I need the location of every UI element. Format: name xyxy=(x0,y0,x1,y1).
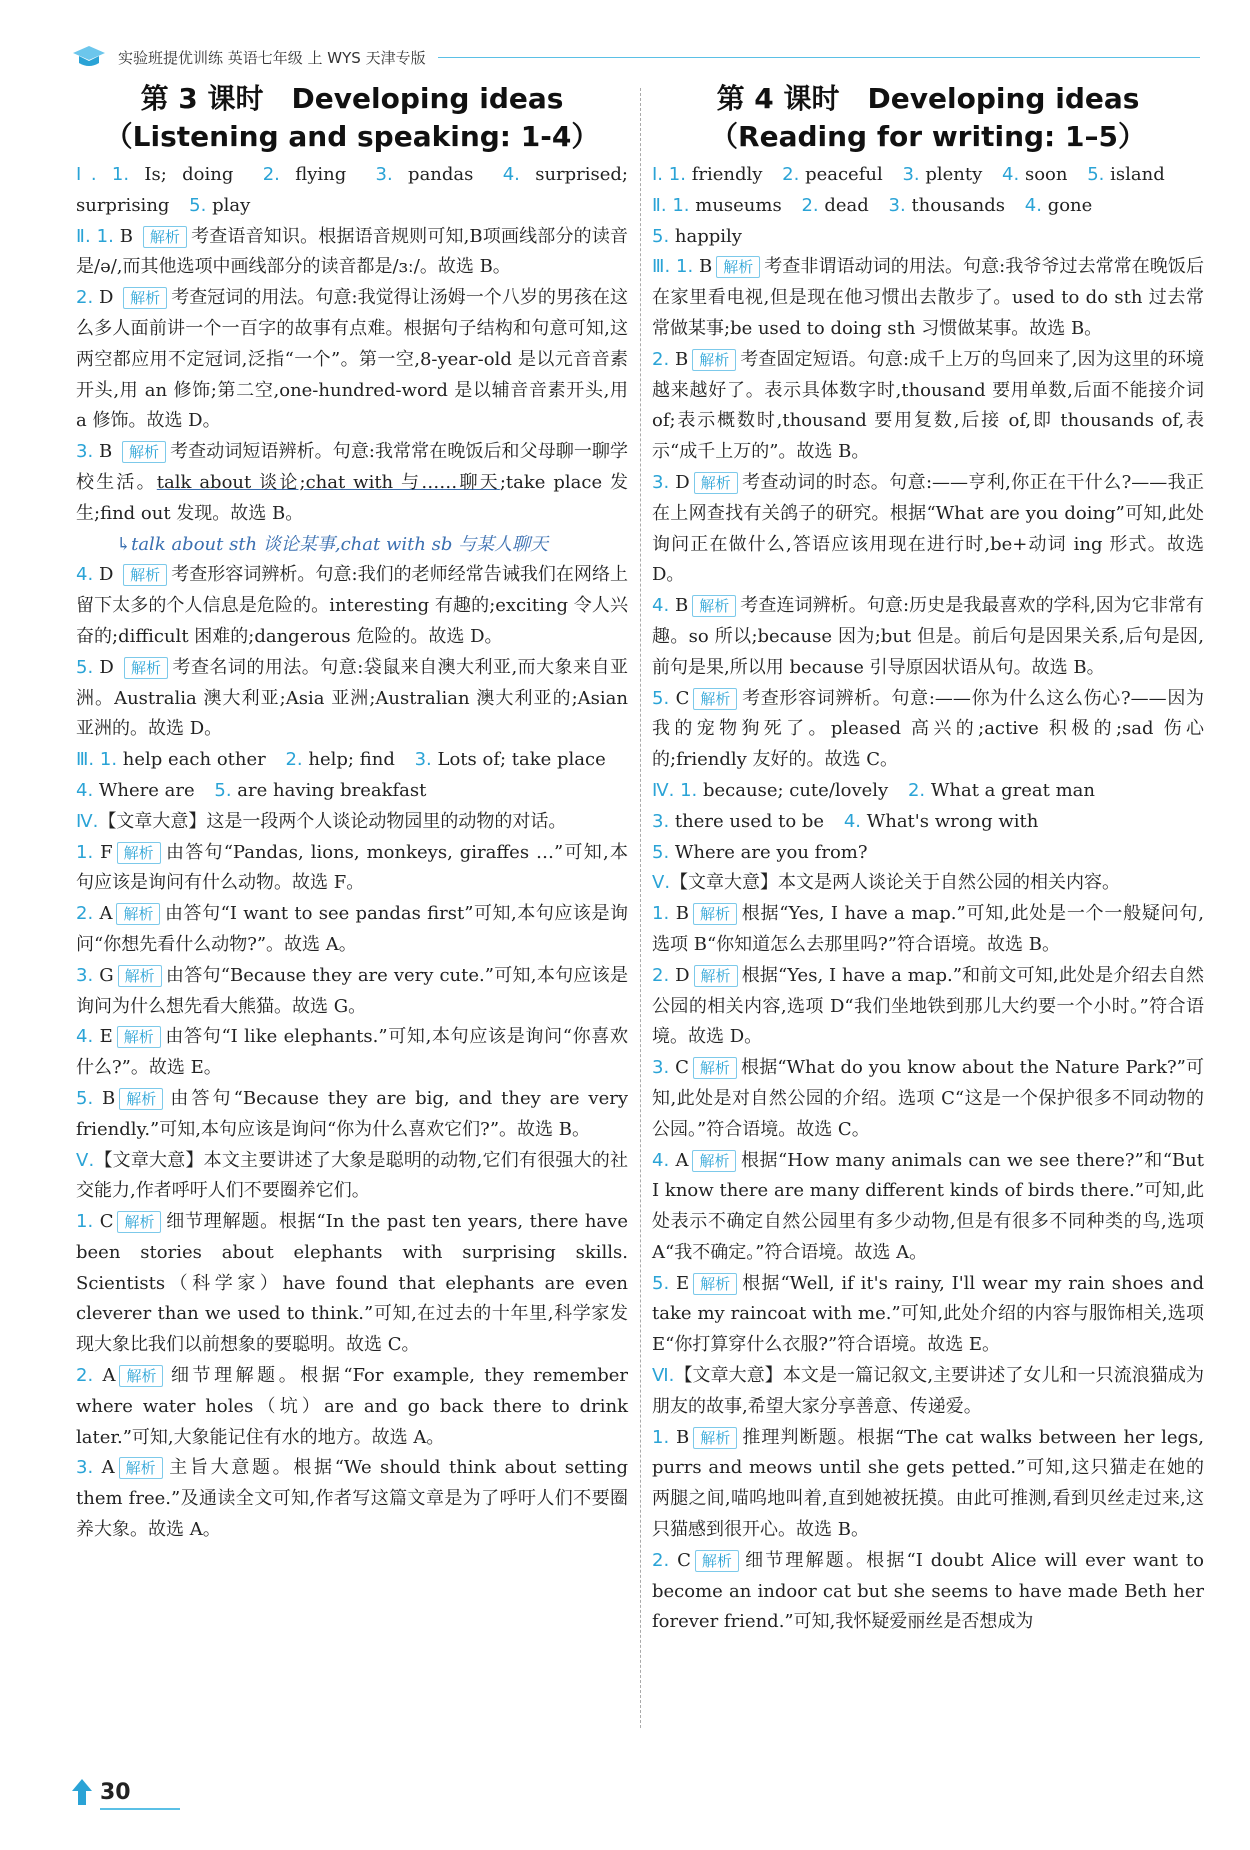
r-s5-summary xyxy=(652,868,1204,899)
answer: surprised; xyxy=(535,164,628,185)
answer: Lots of; take place xyxy=(437,749,606,771)
answer: B xyxy=(119,225,133,247)
r-s3-q2 xyxy=(652,345,1204,468)
r-s5-q4 xyxy=(652,1146,1204,1269)
section-numeral: Ⅳ. xyxy=(652,779,675,801)
explanation: 根据“What do you know about the Nature Park?”可知,此处是对自然公园的介绍。选项 C“这是一个保护很多不同动物的公园。”符合语境。故选 C。 xyxy=(652,1057,1204,1140)
left-column xyxy=(76,80,628,1546)
answer: thousands xyxy=(911,194,1006,216)
explanation: 考查非谓语动词的用法。句意:我爷爷过去常常在晚饭后在家里看电视,但是现在他习惯出去散步了。used to do sth 过去常常做某事;be used to doing sth 习惯做某事。故选 B。 xyxy=(652,256,1204,339)
lesson-4-title-line1: 第 4 课时 Developing ideas xyxy=(716,82,1140,115)
section-numeral: Ⅱ. xyxy=(652,194,667,216)
r-s3-q5 xyxy=(652,684,1204,776)
answer: gone xyxy=(1047,194,1093,216)
r-s6-summary xyxy=(652,1361,1204,1423)
answer: A xyxy=(101,1457,115,1479)
analysis-tag: 解析 xyxy=(119,1365,163,1387)
analysis-tag: 解析 xyxy=(119,1088,163,1110)
answer: island xyxy=(1110,164,1165,185)
l-s4-summary xyxy=(76,807,628,838)
r-s6-q1 xyxy=(652,1423,1204,1546)
r-section-2 xyxy=(652,191,1204,222)
item-number: 1. xyxy=(96,225,114,247)
r-s3-q4 xyxy=(652,591,1204,683)
page-number-rule xyxy=(100,1808,180,1810)
lesson-4-title-line2: （Reading for writing: 1–5） xyxy=(710,120,1146,153)
lesson-3-title xyxy=(76,80,628,156)
item-number: 4. xyxy=(502,164,520,185)
l-s4-q4 xyxy=(76,1022,628,1084)
answer: D xyxy=(99,656,114,678)
analysis-tag: 解析 xyxy=(117,842,161,864)
item-number: 2. xyxy=(262,164,280,185)
l-s2-q3 xyxy=(76,437,628,529)
answer: Where are you from? xyxy=(674,841,868,863)
item-number: 5. xyxy=(652,841,670,863)
item-number: 2. xyxy=(652,964,670,986)
item-number: 3. xyxy=(652,1057,670,1079)
l-s5-q2 xyxy=(76,1361,628,1453)
answer: G xyxy=(99,964,114,986)
answer: C xyxy=(675,687,690,709)
answer: D xyxy=(98,287,114,309)
item-number: 3. xyxy=(375,164,393,185)
item-number: 3. xyxy=(76,1457,94,1479)
answer: surprising xyxy=(76,194,170,216)
answer: A xyxy=(99,903,113,925)
note-text: talk about sth 谈论某事,chat with sb 与某人聊天 xyxy=(131,533,549,555)
item-number: 4. xyxy=(1002,164,1020,185)
answer: B xyxy=(98,441,113,463)
answer: What's wrong with xyxy=(866,810,1039,832)
r-s5-q5 xyxy=(652,1269,1204,1361)
explanation: 细节理解题。根据“For example, they remember where water holes（坑）are and go back there to drink later.”可知,大象能记住有水的地方。故选 A。 xyxy=(76,1365,628,1448)
item-number: 3. xyxy=(76,964,94,986)
analysis-tag: 解析 xyxy=(692,1150,736,1172)
answer: play xyxy=(212,194,251,216)
explanation: 由答句“Because they are big, and they are very friendly.”可知,本句应该是询问“你为什么喜欢它们?”。故选 B。 xyxy=(76,1087,628,1140)
book-logo-icon xyxy=(70,42,108,72)
lesson-3-title-line1: 第 3 课时 Developing ideas xyxy=(140,82,564,115)
explanation: 根据“Yes, I have a map.”和前文可知,此处是介绍去自然公园的相关内容,选项 D“我们坐地铁到那儿大约要一个小时。”符合语境。故选 D。 xyxy=(652,964,1204,1048)
explanation: 由答句“I want to see pandas first”可知,本句应该是询问“你想先看什么动物?”。故选 A。 xyxy=(76,903,628,955)
answer: C xyxy=(677,1549,691,1571)
section-numeral: Ⅲ. xyxy=(76,749,95,771)
l-s4-q3 xyxy=(76,961,628,1023)
answer: E xyxy=(676,1272,690,1294)
analysis-tag: 解析 xyxy=(118,965,162,987)
analysis-tag: 解析 xyxy=(143,226,187,248)
item-number: 1. xyxy=(111,164,130,185)
r-section-4a xyxy=(652,776,1204,807)
answer: F xyxy=(100,841,113,863)
page-header xyxy=(70,40,1200,74)
analysis-tag: 解析 xyxy=(693,1273,737,1295)
answer: What a great man xyxy=(930,779,1095,801)
item-number: 1. xyxy=(652,1426,670,1448)
analysis-tag: 解析 xyxy=(123,287,167,309)
explanation: 由答句“Because they are very cute.”可知,本句应该是询问为什么想先看大熊猫。故选 G。 xyxy=(76,964,628,1017)
r-s5-q2 xyxy=(652,961,1204,1053)
item-number: 4. xyxy=(843,810,861,832)
answer: museums xyxy=(695,194,782,216)
item-number: 4. xyxy=(1024,194,1042,216)
l-section-3b xyxy=(76,776,628,807)
answer: D xyxy=(98,564,114,586)
summary: 【文章大意】本文主要讲述了大象是聪明的动物,它们有很强大的社交能力,作者呼吁人们不要圈养它们。 xyxy=(76,1149,629,1202)
item-number: 2. xyxy=(652,348,670,370)
answer: there used to be xyxy=(674,810,825,832)
l-s4-q1 xyxy=(76,838,628,900)
summary: 【文章大意】本文是一篇记叙文,主要讲述了女儿和一只流浪猫成为朋友的故事,希望大家分享善意、传递爱。 xyxy=(652,1365,1204,1417)
answer: friendly xyxy=(691,164,763,185)
r-section-1 xyxy=(652,160,1204,191)
analysis-tag: 解析 xyxy=(716,256,760,278)
item-number: 4. xyxy=(652,595,670,617)
explanation: 根据“Well, if it's rainy, I'll wear my rain shoes and take my raincoat with me.”可知,此处介绍的内容与服饰相关,选项 E“你打算穿什么衣服?”符合语境。故选 E。 xyxy=(652,1272,1204,1356)
l-s2-q5 xyxy=(76,653,628,745)
section-numeral: Ⅴ. xyxy=(652,872,671,894)
r-s3-q3 xyxy=(652,468,1204,591)
item-number: 1. xyxy=(76,1211,94,1233)
item-number: 3. xyxy=(414,749,432,771)
explanation: 考查名词的用法。句意:袋鼠来自澳大利亚,而大象来自亚洲。Australia 澳大利亚;Asia 亚洲;Australian 澳大利亚的;Asian 亚洲的。故选 D。 xyxy=(76,656,628,740)
l-s5-q3 xyxy=(76,1453,628,1545)
analysis-tag: 解析 xyxy=(123,564,167,586)
section-numeral: Ⅱ. xyxy=(76,225,91,247)
item-number: 5. xyxy=(652,687,670,709)
analysis-tag: 解析 xyxy=(117,1211,161,1233)
analysis-tag: 解析 xyxy=(122,441,166,463)
arrow-up-icon xyxy=(70,1777,94,1807)
r-section-4b xyxy=(652,807,1204,838)
explanation: 考查连词辨析。句意:历史是我最喜欢的学科,因为它非常有趣。so 所以;because 因为;but 但是。前后句是因果关系,后句是因,前句是果,所以用 because 引导原因状语从句。故选 B。 xyxy=(652,595,1204,678)
analysis-tag: 解析 xyxy=(692,595,736,617)
answer: E xyxy=(99,1026,113,1048)
header-title: 实验班提优训练 英语七年级 上 WYS 天津专版 xyxy=(118,48,426,67)
analysis-tag: 解析 xyxy=(693,1057,737,1079)
item-number: 2. xyxy=(907,779,926,801)
analysis-tag: 解析 xyxy=(124,657,168,679)
l-s4-q2 xyxy=(76,899,628,961)
r-s5-q3 xyxy=(652,1053,1204,1145)
analysis-tag: 解析 xyxy=(695,1550,739,1572)
item-number: 1. xyxy=(668,164,686,185)
r-s5-q1 xyxy=(652,899,1204,961)
answer: peaceful xyxy=(805,164,883,185)
l-section-1 xyxy=(76,160,628,222)
answer: plenty xyxy=(925,164,983,185)
item-number: 1. xyxy=(652,903,670,925)
l-s5-q1 xyxy=(76,1207,628,1361)
right-column xyxy=(652,80,1204,1638)
analysis-tag: 解析 xyxy=(694,472,738,494)
item-number: 5. xyxy=(1087,164,1105,185)
item-number: 2. xyxy=(76,903,94,925)
item-number: 3. xyxy=(652,810,670,832)
explanation: 推理判断题。根据“The cat walks between her legs, purrs and meows until she gets petted.”可知,这只猫走在她的两腿之间,喵呜地叫着,直到她被抚摸。由此可推测,看到贝丝走过来,这只猫感到很开心。故选 B。 xyxy=(652,1426,1204,1541)
item-number: 1. xyxy=(680,779,698,801)
item-number: 1. xyxy=(672,194,690,216)
summary: 【文章大意】这是一段两个人谈论动物园里的动物的对话。 xyxy=(98,810,567,832)
answer: B xyxy=(676,1426,690,1448)
item-number: 4. xyxy=(76,779,94,801)
l-s2-q4 xyxy=(76,560,628,652)
item-number: 2. xyxy=(285,749,303,771)
explanation: 考查冠词的用法。句意:我觉得让汤姆一个八岁的男孩在这么多人面前讲一个一百字的故事有点难。根据句子结构和句意可知,这两空都应用不定冠词,泛指“一个”。第一空,8-year-old 是以元音音素开头,用 an 修饰;第二空,one-hundred-word 是以辅音音素开头,用 a 修饰。故选 D。 xyxy=(76,287,629,432)
item-number: 5. xyxy=(214,779,232,801)
explanation: 主旨大意题。根据“We should think about setting them free.”及通读全文可知,作者写这篇文章是为了呼吁人们不要圈养大象。故选 A。 xyxy=(76,1457,628,1541)
header-rule xyxy=(438,57,1200,58)
answer: help each other xyxy=(122,749,266,771)
page-number-badge xyxy=(70,1770,180,1814)
l-s5-summary xyxy=(76,1146,628,1208)
explanation: 由答句“I like elephants.”可知,本句应该是询问“你喜欢什么?”。故选 E。 xyxy=(76,1026,628,1079)
l-s4-q5 xyxy=(76,1084,628,1146)
analysis-tag: 解析 xyxy=(692,349,736,371)
analysis-tag: 解析 xyxy=(693,903,737,925)
item-number: 2. xyxy=(801,194,819,216)
lesson-3-title-line2: （Listening and speaking: 1-4） xyxy=(104,120,600,153)
item-number: 4. xyxy=(76,1026,94,1048)
analysis-tag: 解析 xyxy=(116,903,160,925)
item-number: 4. xyxy=(652,1149,670,1171)
handwritten-note: ↳talk about sth 谈论某事,chat with sb 与某人聊天 xyxy=(116,533,549,555)
answer: C xyxy=(675,1057,689,1079)
section-numeral: Ⅴ. xyxy=(76,1149,95,1171)
explanation: 细节理解题。根据“In the past ten years, there have been stories about elephants with surprising skills. Scientists（科学家）have found that elephants are even cleverer than we used to think.”可知,在过去的十年里,科学家发现大象比我们以前想象的要聪明。故选 C。 xyxy=(76,1211,628,1356)
explanation: 考查形容词辨析。句意:——你为什么这么伤心?——因为我的宠物狗死了。pleased 高兴的;active 积极的;sad 伤心的;friendly 友好的。故选 C。 xyxy=(652,687,1204,771)
explanation: 考查语音知识。根据语音规则可知,B项画线部分的读音是/ə/,而其他选项中画线部分的读音都是/ɜː/。故选 B。 xyxy=(76,225,628,278)
item-number: 2. xyxy=(76,1365,94,1387)
item-number: 1. xyxy=(676,256,694,278)
answer: help; find xyxy=(308,749,395,771)
explanation: 根据“How many animals can we see there?”和“But I know there are many different kinds of birds there.”可知,此处表示不确定自然公园里有多少动物,但是有很多不同种类的鸟,选项 A“我不确定。”符合语境。故选 A。 xyxy=(652,1149,1204,1263)
item-number: 3. xyxy=(902,164,920,185)
item-number: 2. xyxy=(652,1549,670,1571)
handwritten-underline: talk about 谈论;chat with 与……聊天 xyxy=(156,471,500,493)
item-number: 2. xyxy=(76,287,94,309)
item-number: 5. xyxy=(652,1272,670,1294)
answer: A xyxy=(102,1365,116,1387)
section-numeral: Ⅰ. xyxy=(652,164,664,185)
lesson-4-title xyxy=(652,80,1204,156)
section-numeral: Ⅲ. xyxy=(652,256,671,278)
analysis-tag: 解析 xyxy=(693,688,737,710)
explanation: 根据“Yes, I have a map.”可知,此处是一个一般疑问句,选项 B“你知道怎么去那里吗?”符合语境。故选 B。 xyxy=(652,903,1204,955)
item-number: 3. xyxy=(888,194,906,216)
answer: D xyxy=(675,964,690,986)
explanation: 考查固定短语。句意:成千上万的鸟回来了,因为这里的环境越来越好了。表示具体数字时,thousand 要用单数,后面不能接介词 of;表示概数时,thousand 要用复数,后接 of,即 thousands of,表示“成千上万的”。故选 B。 xyxy=(652,348,1204,463)
answer: D xyxy=(675,471,690,493)
answer: flying xyxy=(295,164,347,185)
r-section-2b xyxy=(652,222,1204,253)
item-number: 1. xyxy=(99,749,118,771)
column-divider xyxy=(640,88,641,1728)
section-numeral: Ⅵ. xyxy=(652,1365,675,1387)
item-number: 3. xyxy=(652,471,670,493)
answer: because; cute/lovely xyxy=(703,779,889,801)
section-numeral: Ⅰ. xyxy=(76,164,97,185)
answer: happily xyxy=(674,225,742,247)
answer: Is; doing xyxy=(144,164,234,185)
item-number: 5. xyxy=(189,194,207,216)
item-number: 2. xyxy=(782,164,800,185)
answer: B xyxy=(675,903,689,925)
r-s3-q1 xyxy=(652,252,1204,344)
answer: dead xyxy=(824,194,869,216)
explanation: 由答句“Pandas, lions, monkeys, giraffes …”可知,本句应该是询问有什么动物。故选 F。 xyxy=(76,841,628,894)
r-s6-q2 xyxy=(652,1546,1204,1638)
answer: B xyxy=(674,348,689,370)
item-number: 5. xyxy=(76,1087,94,1109)
answer: B xyxy=(698,256,713,278)
analysis-tag: 解析 xyxy=(117,1026,161,1048)
page-number: 30 xyxy=(100,1779,131,1805)
answer: soon xyxy=(1024,164,1068,185)
explanation: ;take place 发生;find out 发现。故选 B。 xyxy=(76,471,629,524)
answer: B xyxy=(102,1087,116,1109)
summary: 【文章大意】本文是两人谈论关于自然公园的相关内容。 xyxy=(670,872,1121,894)
explanation: 考查动词的时态。句意:——亨利,你正在干什么?——我正在上网查找有关鸽子的研究。根据“What are you doing”可知,此处询问正在做什么,答语应该用现在进行时,be+动词 ing 形式。故选 D。 xyxy=(652,471,1204,586)
section-numeral: Ⅳ. xyxy=(76,810,99,832)
analysis-tag: 解析 xyxy=(694,965,738,987)
answer: B xyxy=(674,595,689,617)
answer: C xyxy=(99,1211,114,1233)
item-number: 5. xyxy=(652,225,670,247)
analysis-tag: 解析 xyxy=(119,1457,163,1479)
l-section-3 xyxy=(76,745,628,776)
explanation: 细节理解题。根据“I doubt Alice will ever want to become an indoor cat but she seems to have made Beth her forever friend.”可知,我怀疑爱丽丝是否想成为 xyxy=(652,1549,1204,1633)
answer: pandas xyxy=(408,164,474,185)
explanation: 考查动词短语辨析。句意:我常常在晚饭后和父母聊一聊学校生活。 xyxy=(76,441,628,493)
l-s2-q2 xyxy=(76,283,628,437)
r-section-4c xyxy=(652,838,1204,869)
l-s2-q1 xyxy=(76,222,628,284)
item-number: 1. xyxy=(76,841,94,863)
answer: A xyxy=(675,1149,689,1171)
explanation: 考查形容词辨析。句意:我们的老师经常告诫我们在网络上留下太多的个人信息是危险的。interesting 有趣的;exciting 令人兴奋的;difficult 困难的;dangerous 危险的。故选 D。 xyxy=(76,564,629,647)
item-number: 3. xyxy=(76,441,94,463)
item-number: 5. xyxy=(76,656,94,678)
analysis-tag: 解析 xyxy=(693,1427,737,1449)
answer: Where are xyxy=(98,779,195,801)
answer: are having breakfast xyxy=(237,779,427,801)
item-number: 4. xyxy=(76,564,94,586)
